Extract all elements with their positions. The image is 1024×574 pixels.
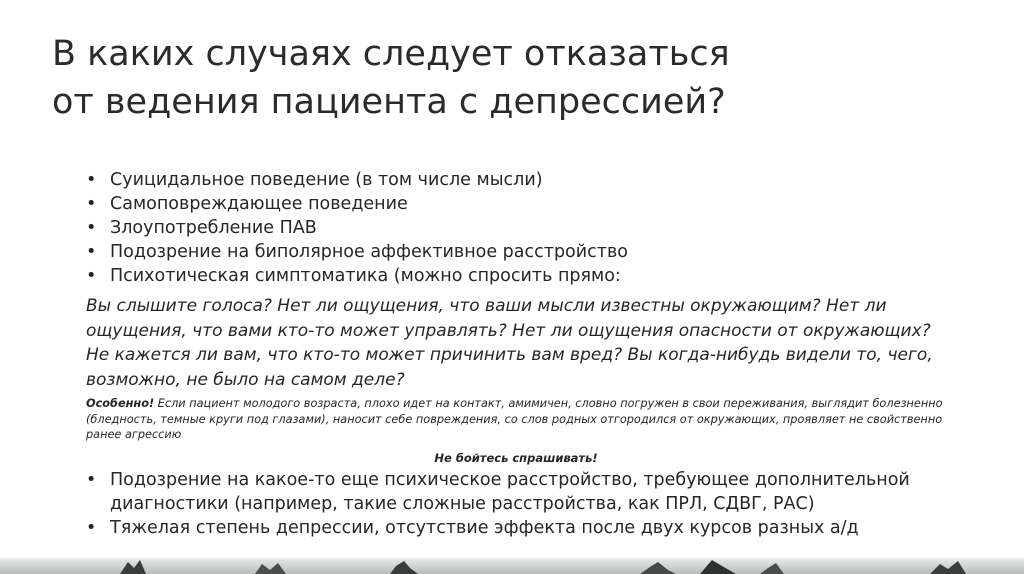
- warning-note-lead: Особенно!: [86, 397, 155, 410]
- bullet-item: • Злоупотребление ПАВ: [86, 216, 966, 240]
- warning-note: [86, 396, 946, 443]
- bullet-list-top: [86, 168, 966, 288]
- title-line-2: от ведения пациента с депрессией?: [52, 82, 726, 122]
- screening-questions: Вы слышите голоса? Нет ли ощущения, что ваши мысли известны окружающим? Нет ли ощущения, что вами кто-то может управлять? Нет ли ощущения опасности от окружающих? Не кажется ли вам, что кто-то может причинить вам вред? Вы когда-нибудь видели то, чего, возможно, не было на самом деле?: [86, 296, 933, 390]
- bullet-item: • Подозрение на какое-то еще психическое расстройство, требующее дополнительной диагностики (например, такие сложные расстройства, как ПРЛ, СДВГ, РАС): [86, 468, 966, 516]
- warning-note-text: Если пациент молодого возраста, плохо идет на контакт, амимичен, словно погружен в свои переживания, выглядит болезненно (бледность, темные круги под глазами), наносит себе повреждения, со слов родных отгородился от окружающих, проявляет не свойственно ранее агрессию: [86, 397, 943, 441]
- bullet-item: • Тяжелая степень депрессии, отсутствие эффекта после двух курсов разных а/д: [86, 516, 966, 540]
- bullet-item: • Подозрение на биполярное аффективное расстройство: [86, 240, 966, 264]
- footer-silhouettes: [0, 558, 1024, 574]
- footer-photo-strip: [0, 558, 1024, 574]
- bullet-item: • Психотическая симптоматика (можно спросить прямо:: [86, 264, 966, 288]
- bullet-item: • Суицидальное поведение (в том числе мысли): [86, 168, 966, 192]
- title-line-1: В каких случаях следует отказаться: [52, 34, 730, 74]
- bullet-item: • Самоповреждающее поведение: [86, 192, 966, 216]
- slide-title: [52, 30, 952, 126]
- bullet-list-bottom: [86, 468, 966, 540]
- emphasis-line: Не бойтесь спрашивать!: [434, 451, 598, 465]
